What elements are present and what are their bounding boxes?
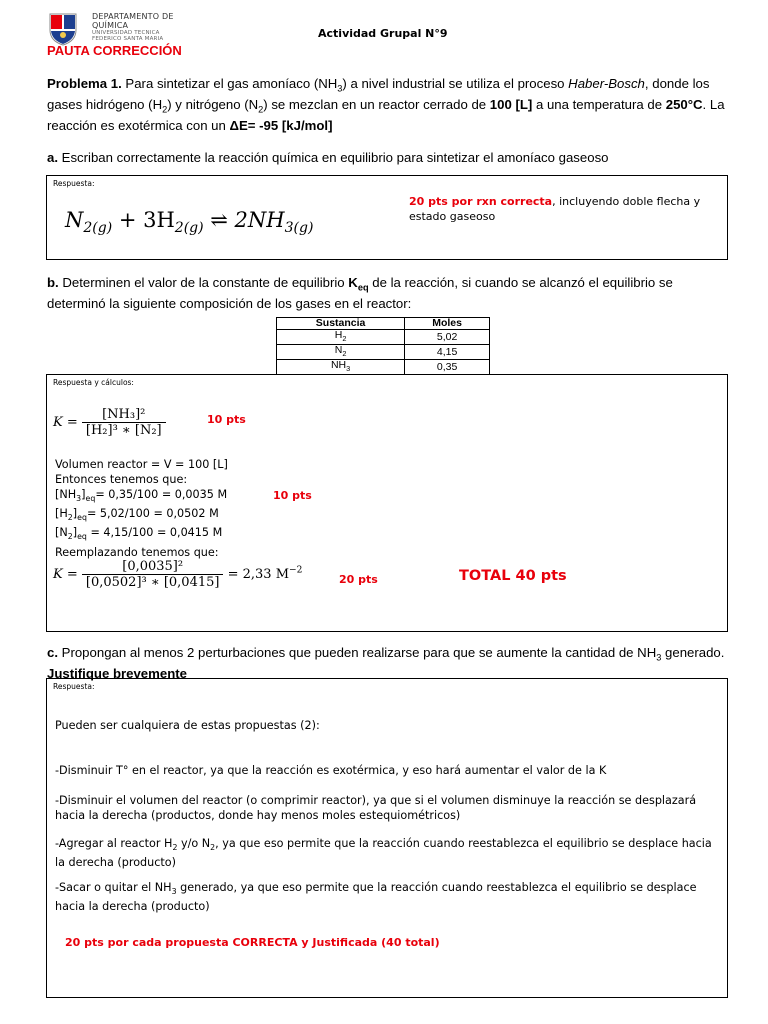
entonces-line: Entonces tenemos que: [55, 473, 188, 486]
question-c-text-1: Propongan al menos 2 perturbaciones que pueden realizarse para que se aumente la cantidad de NH [58, 645, 657, 660]
table-cell-substance [277, 360, 405, 375]
composition-table [276, 317, 490, 375]
column-header: Moles [405, 318, 490, 330]
question-b-text-2: de la reacción, si cuando se alcanzó el equilibrio se determinó la siguiente composición de los gases en el reactor: [47, 275, 673, 312]
reaction-sub-3: 3(g) [284, 220, 314, 237]
conc-h2 [55, 506, 228, 525]
keq: K [348, 275, 358, 290]
answer-a-box [46, 175, 728, 260]
proposal-4-b: generado, ya que eso permite que la reacción cuando reestablezca el equilibrio se desplace hacia la derecha (producto) [55, 881, 697, 914]
conc-rest: ] [72, 526, 78, 540]
conc-sp: [NH [55, 488, 77, 501]
haber-bosch: Haber-Bosch [568, 76, 645, 91]
conc-idx: 3 [76, 494, 82, 504]
conc-sp: [N [55, 526, 68, 540]
substance-sub: 3 [346, 364, 351, 374]
substance-sub: 2 [342, 349, 347, 359]
points-a: 20 pts por rxn correcta [409, 195, 553, 208]
substance-sub: 2 [342, 334, 347, 344]
points-a-desc: , incluyendo doble flecha y estado gaseoso [409, 195, 701, 223]
substance: H [334, 329, 343, 341]
problem-text-2: ) a nivel industrial se utiliza el proceso [342, 76, 569, 91]
conc-rest: ] [72, 507, 78, 521]
question-c-sub: 3 [656, 652, 662, 663]
delta-e: ΔE= -95 [kJ/mol] [229, 118, 333, 134]
logo-text [92, 13, 174, 42]
table-cell-moles: 5,02 [405, 330, 490, 345]
question-c-text-2: generado. [661, 645, 725, 660]
proposal-3-b: y/o N [177, 837, 211, 850]
problem-label: Problema 1. [47, 76, 122, 91]
problem-text-3: , donde los gases hidrógeno (H [47, 76, 710, 113]
logo-line-4: FEDERICO SANTA MARIA [92, 36, 164, 42]
reaction-product: 2NH [234, 208, 285, 232]
activity-title: Actividad Grupal N°9 [318, 27, 448, 40]
conc-eq: eq [85, 494, 96, 504]
reaction-sub-1: 2(g) [83, 220, 113, 237]
pauta-title: PAUTA CORRECCIÓN [47, 43, 182, 58]
conc-rest: ] [81, 488, 86, 501]
keq-sub: eq [357, 282, 369, 293]
question-b [47, 275, 727, 312]
answer-c-box [46, 678, 728, 998]
table-cell-substance [277, 345, 405, 360]
question-a-text: Escriban correctamente la reacción química en equilibrio para sintetizar el amoníaco gaseoso [58, 150, 609, 165]
equilibrium-arrow: ⇌ [203, 208, 235, 232]
points-b-1: 10 pts [207, 413, 246, 426]
table-row [277, 360, 490, 375]
logo-line-3: UNIVERSIDAD TECNICA [92, 30, 160, 36]
conc-nh3 [55, 487, 228, 506]
conc-n2 [55, 525, 228, 544]
k-expression [53, 407, 166, 438]
logo-line-1: DEPARTAMENTO DE [92, 12, 174, 21]
calc-lines [55, 457, 228, 545]
k-value-lhs: K = [53, 567, 78, 582]
k-fraction [82, 407, 166, 438]
volume-line: Volumen reactor = V = 100 [L] [55, 458, 228, 471]
table-cell-moles: 4,15 [405, 345, 490, 360]
answer-a-points [409, 194, 709, 224]
k-value-denominator: [0,0502]³ ∗ [0,0415] [82, 574, 224, 590]
k-denominator: [H₂]³ ∗ [N₂] [82, 422, 166, 438]
answer-label: Respuesta y cálculos: [53, 378, 134, 387]
points-c: 20 pts por cada propuesta CORRECTA y Justificada (40 total) [65, 936, 440, 949]
answer-label: Respuesta: [53, 682, 95, 691]
proposal-3-c: , ya que eso permite que la reacción cuando reestablezca el equilibrio se desplace hacia la derecha (producto) [55, 837, 712, 870]
reaction-sub-2: 2(g) [174, 220, 204, 237]
university-shield-icon [48, 12, 78, 46]
question-a [47, 150, 727, 166]
question-a-letter: a. [47, 150, 58, 165]
points-b-3: 20 pts [339, 573, 378, 586]
problem-text-6: a una temperatura de [532, 97, 666, 113]
proposal-3: -Agregar al reactor $H_2$ y/o $N_2$, ya que eso permite que la reacción cuando reestablezca el equilibrio se desplace hacia la derecha (producto) [55, 837, 712, 870]
table-row [277, 345, 490, 360]
proposal-4: -Sacar o quitar el $NH_3$ generado, ya que eso permite que la reacción cuando reestablezca el equilibrio se desplace hacia la derecha (producto) [55, 881, 697, 914]
conc-idx: 2 [67, 513, 73, 523]
problem-text-7: . La reacción es exotérmica con un [47, 97, 725, 134]
substance: N [334, 344, 343, 357]
proposal-4-a: -Sacar o quitar el NH [55, 881, 172, 894]
table-cell-moles: 0,35 [405, 360, 490, 375]
reaction-n: N [65, 208, 84, 232]
proposals-intro: Pueden ser cualquiera de estas propuestas (2): [55, 719, 320, 732]
answer-b-box [46, 374, 728, 632]
problem-statement: Problema 1. Para sintetizar el gas amoníaco $(NH_3)$ a nivel industrial se utiliza el proceso Haber-Bosch, donde los gases hidrógeno $(H_2)$ y nitrógeno $(N_2)$ se mezclan en un reactor cerrado de 100 [L] a una temperatura de 250°C. La reacción es exotérmica con un ΔE= -95 [kJ/mol] [47, 76, 725, 134]
conc-val: = 4,15/100 = 0,0415 M [86, 526, 223, 540]
problem-text-5: ) se mezclan en un reactor cerrado de [263, 97, 490, 113]
k-value-result: = 2,33 M [227, 567, 290, 582]
answer-label: Respuesta: [53, 179, 95, 188]
k-value-numerator: [0,0035]² [122, 559, 184, 574]
question-b-letter: b. [47, 275, 59, 290]
logo-line-2: QUÍMICA [92, 20, 129, 30]
proposal-2: -Disminuir el volumen del reactor (o comprimir reactor), ya que si el volumen disminuye la reacción se desplazará hacia la derecha (productos, donde hay menos moles estequiométricos) [55, 794, 697, 822]
question-c-letter: c. [47, 645, 58, 660]
question-c [47, 645, 727, 682]
total-points: TOTAL 40 pts [459, 568, 567, 584]
substance: NH [330, 359, 347, 372]
conc-eq: eq [77, 532, 87, 542]
reactor-volume: 100 [L] [489, 97, 533, 113]
reactor-temp: 250°C [665, 97, 703, 113]
conc-sp: [H [55, 507, 68, 521]
k-lhs: K = [53, 415, 78, 430]
conc-idx: 2 [67, 532, 73, 542]
table-cell-substance [277, 330, 405, 345]
proposal-1: -Disminuir T° en el reactor, ya que la reacción es exotérmica, y eso hará aumentar el valor de la K [55, 764, 607, 777]
conc-val: = 0,35/100 = 0,0035 M [95, 488, 228, 501]
problem-text-4: ) y nitrógeno (N [167, 97, 259, 113]
k-numerator: [NH₃]² [102, 407, 146, 422]
reaction-plus: + 3H [112, 208, 175, 232]
justifique: Justifique brevemente [47, 666, 187, 682]
reemplazando-line: Reemplazando tenemos que: [55, 546, 219, 559]
k-value-expression [53, 559, 302, 590]
table-row [277, 330, 490, 345]
reaction-equation [65, 208, 313, 236]
proposal-3-a: -Agregar al reactor H [55, 837, 173, 850]
points-b-2: 10 pts [273, 489, 312, 502]
question-b-text-1: Determinen el valor de la constante de equilibrio [58, 275, 349, 290]
conc-val: = 5,02/100 = 0,0502 M [86, 507, 219, 521]
problem-text-1: Para sintetizar el gas amoníaco (NH [121, 76, 338, 91]
k-value-fraction [82, 559, 224, 590]
conc-eq: eq [77, 513, 87, 523]
table-header-row [277, 318, 490, 330]
column-header: Sustancia [277, 318, 405, 330]
k-value-exp: −2 [289, 565, 303, 576]
